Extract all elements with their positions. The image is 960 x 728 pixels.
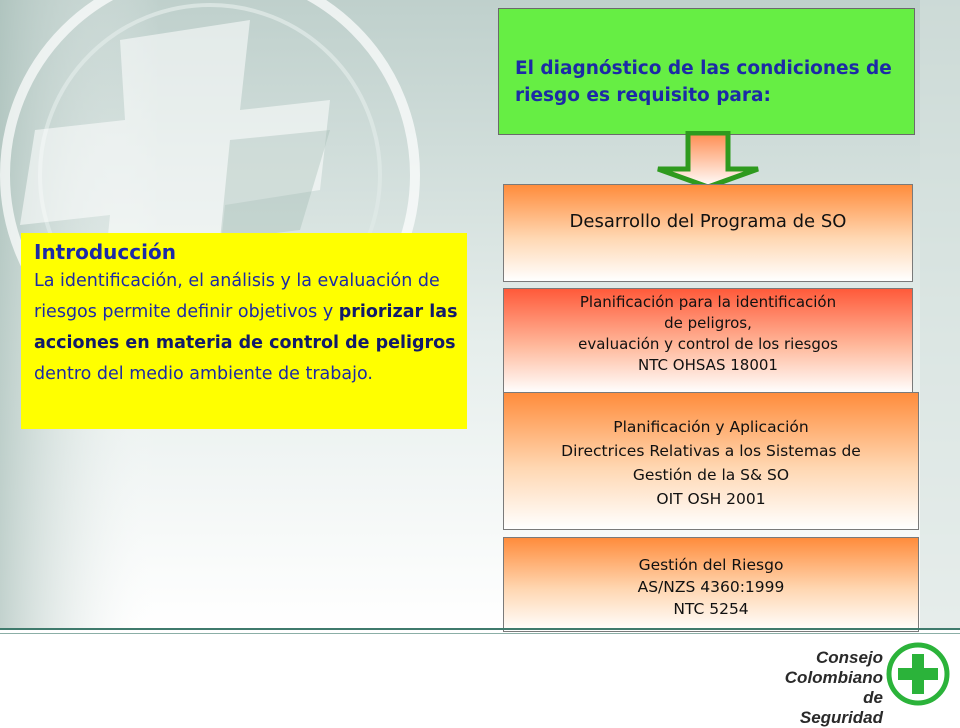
introduccion-title: Introducción [34, 240, 176, 264]
aplicacion-box [503, 392, 919, 530]
planificacion-line-4: NTC OHSAS 18001 [638, 356, 778, 374]
gestion-line-1: Gestión del Riesgo [638, 556, 784, 574]
introduccion-text-1: La identificación, el análisis y la evaluación de riesgos permite definir objetivos y [34, 271, 440, 322]
gestion-line-3: NTC 5254 [673, 600, 749, 618]
logo-text [765, 648, 883, 728]
aplicacion-line-3: Gestión de la S& SO [632, 466, 790, 484]
gestion-box [503, 537, 919, 632]
logo-line-2: Colombiano de [784, 668, 883, 707]
planificacion-line-3: evaluación y control de los riesgos [578, 335, 838, 353]
introduccion-box [21, 233, 467, 429]
introduccion-body [34, 266, 467, 390]
logo-line-3: Seguridad [799, 708, 883, 727]
footer-divider [0, 628, 960, 630]
footer-divider-thin [0, 633, 960, 634]
diagnostico-box [498, 8, 915, 135]
aplicacion-line-4: OIT OSH 2001 [656, 490, 766, 508]
down-arrow-icon [652, 131, 764, 189]
introduccion-text-bold: priorizar las acciones en materia de control de peligros [34, 302, 458, 353]
cross-logo-icon [886, 642, 950, 706]
planificacion-line-1: Planificación para la identificación [579, 293, 837, 311]
introduccion-text-2: dentro del medio ambiente de trabajo. [34, 364, 373, 384]
gestion-line-2: AS/NZS 4360:1999 [637, 578, 785, 596]
desarrollo-label: Desarrollo del Programa de SO [569, 211, 847, 232]
desarrollo-box [503, 184, 913, 282]
planificacion-box [503, 288, 913, 394]
logo-line-1: Consejo [815, 648, 883, 667]
aplicacion-line-2: Directrices Relativas a los Sistemas de [561, 442, 861, 460]
diagnostico-text: El diagnóstico de las condiciones de riesgo es requisito para: [515, 58, 892, 106]
aplicacion-line-1: Planificación y Aplicación [613, 418, 809, 436]
planificacion-line-2: de peligros, [664, 314, 752, 332]
